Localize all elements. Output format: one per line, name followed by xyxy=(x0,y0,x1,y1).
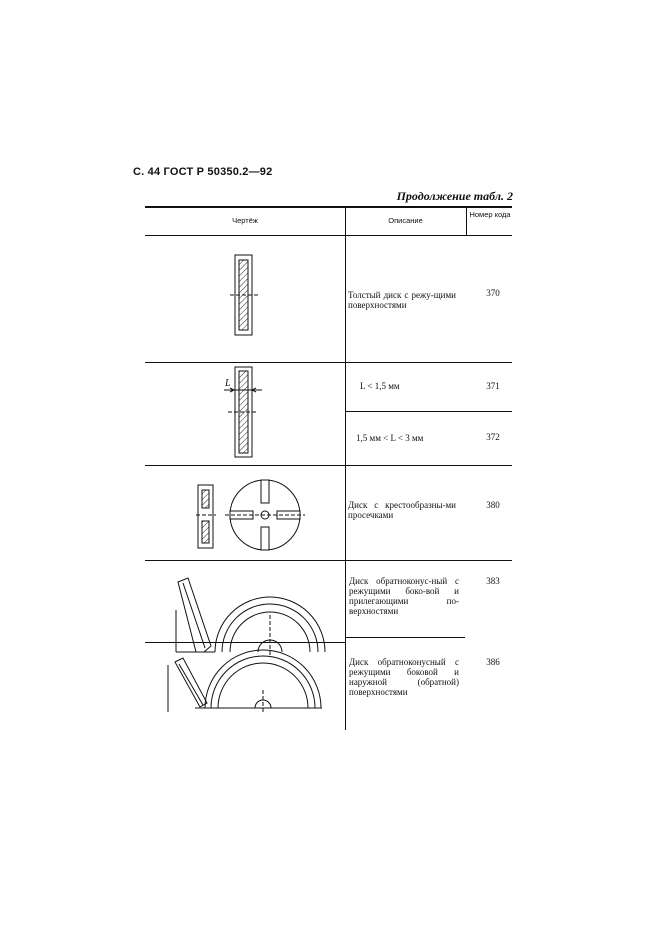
row-code-372: 372 xyxy=(486,432,500,442)
page-header: С. 44 ГОСТ Р 50350.2—92 xyxy=(133,166,273,178)
row-description-371: L < 1,5 мм xyxy=(360,381,400,391)
row-code-383: 383 xyxy=(486,576,500,586)
column-header-code: Номер кода xyxy=(469,210,511,219)
row-description-380: Диск с крестообразны-ми просечками xyxy=(348,500,456,520)
row-code-386: 386 xyxy=(486,657,500,667)
row-code-380: 380 xyxy=(486,500,500,510)
dimension-label-l: L xyxy=(225,378,231,389)
row-description-370: Толстый диск с режу-щими поверхностями xyxy=(348,290,456,310)
row-description-372: 1,5 мм < L < 3 мм xyxy=(356,433,424,443)
column-header-drawing: Чертёж xyxy=(232,216,258,225)
row-description-386: Диск обратноконусный с режущими боковой и наружной (обратной) поверхностями xyxy=(349,657,459,697)
column-header-description: Описание xyxy=(388,216,423,225)
row-description-383: Диск обратноконус-ный с режущими боко-вой и прилегающими по-верхностями xyxy=(349,576,459,616)
table-continuation-caption: Продолжение табл. 2 xyxy=(396,189,513,203)
row-code-370: 370 xyxy=(486,288,500,298)
row-code-371: 371 xyxy=(486,381,500,391)
